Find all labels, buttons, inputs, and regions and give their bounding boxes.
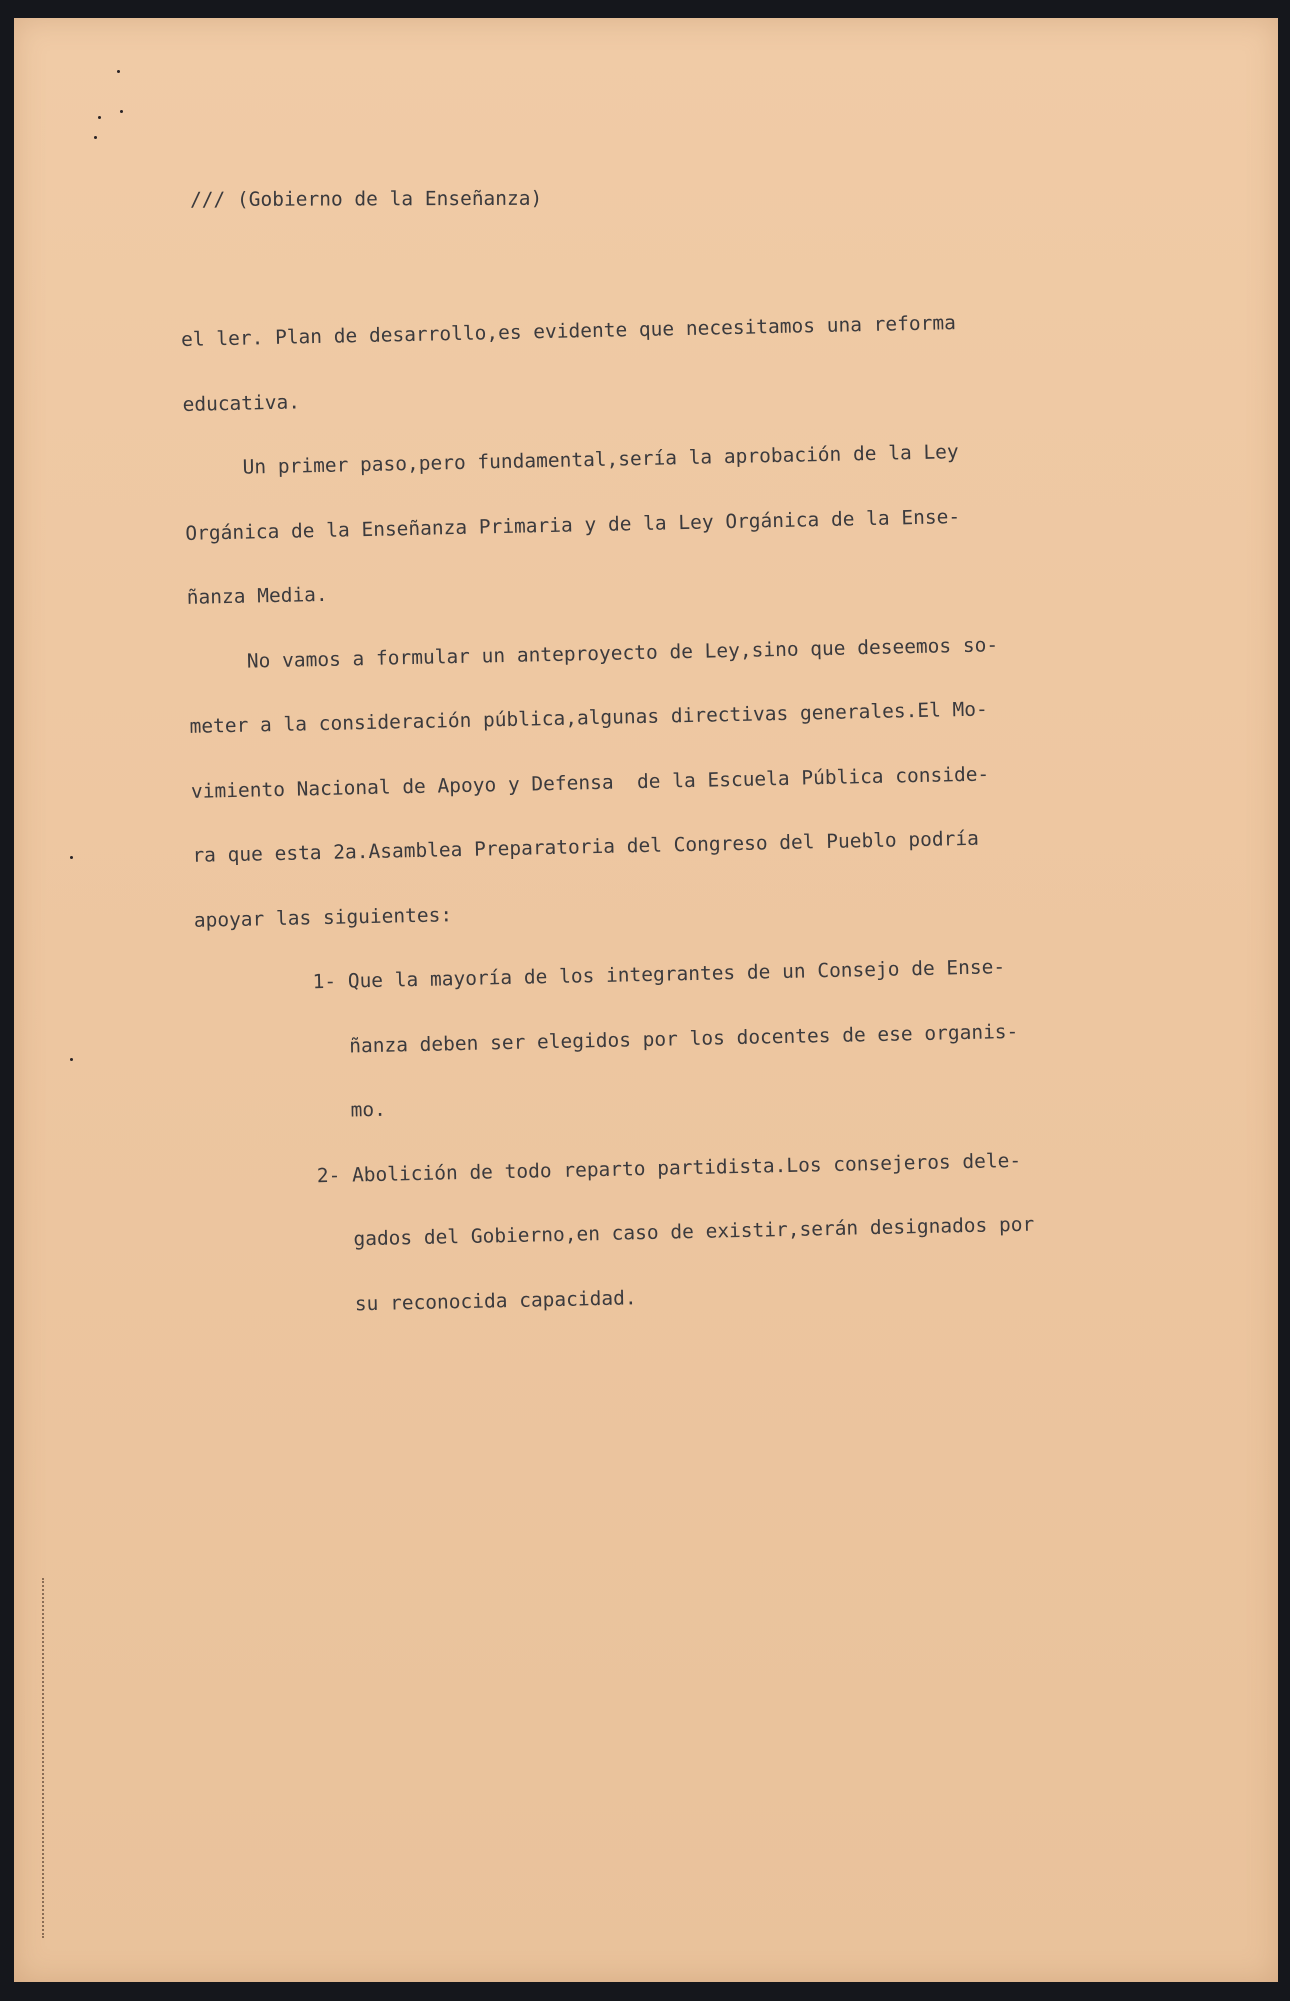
text-line: Orgánica de la Enseñanza Primaria y de la Ley Orgánica de la Ense- <box>185 504 961 545</box>
list-item-2-cont: su reconocida capacidad. <box>202 1285 637 1319</box>
margin-mark <box>94 136 97 139</box>
margin-mark <box>117 70 120 73</box>
text-line: ñanza Media. <box>186 582 328 609</box>
torn-edge <box>42 1578 50 1938</box>
margin-mark <box>120 110 123 113</box>
list-item-1: 1- Que la mayoría de los integrantes de un Consejo de Ense- <box>194 955 1006 996</box>
text-line: vimiento Nacional de Apoyo y Defensa de la Escuela Pública conside- <box>190 761 990 803</box>
text-line: Un primer paso,pero fundamental,sería la aprobación de la Ley <box>183 440 959 480</box>
typed-body <box>180 268 1037 1361</box>
list-item-1-cont: mo. <box>197 1097 387 1125</box>
text-line: meter a la consideración pública,algunas directivas generales.El Mo- <box>189 697 988 738</box>
page-header: /// (Gobierno de la Enseñanza) <box>190 186 543 211</box>
margin-mark <box>70 856 73 859</box>
list-item-1-cont: ñanza deben ser elegidos por los docentes de ese organis- <box>196 1019 1019 1061</box>
text-line: educativa. <box>182 389 301 416</box>
text-line: ra que esta 2a.Asamblea Preparatoria del Congreso del Pueblo podría <box>192 826 980 867</box>
list-item-2-cont: gados del Gobierno,en caso de existir,serán designados por <box>200 1212 1035 1254</box>
list-item-2: 2- Abolición de todo reparto partidista.Los consejeros dele- <box>199 1148 1022 1190</box>
margin-mark <box>70 1058 73 1061</box>
text-line: No vamos a formular un anteproyecto de Ley,sino que deseemos so- <box>187 632 999 674</box>
document-page <box>14 18 1278 1982</box>
text-line: apoyar las siguientes: <box>193 902 453 932</box>
text-line: el ler. Plan de desarrollo,es evidente que necesitamos una reforma <box>180 311 957 351</box>
margin-mark <box>98 116 101 119</box>
